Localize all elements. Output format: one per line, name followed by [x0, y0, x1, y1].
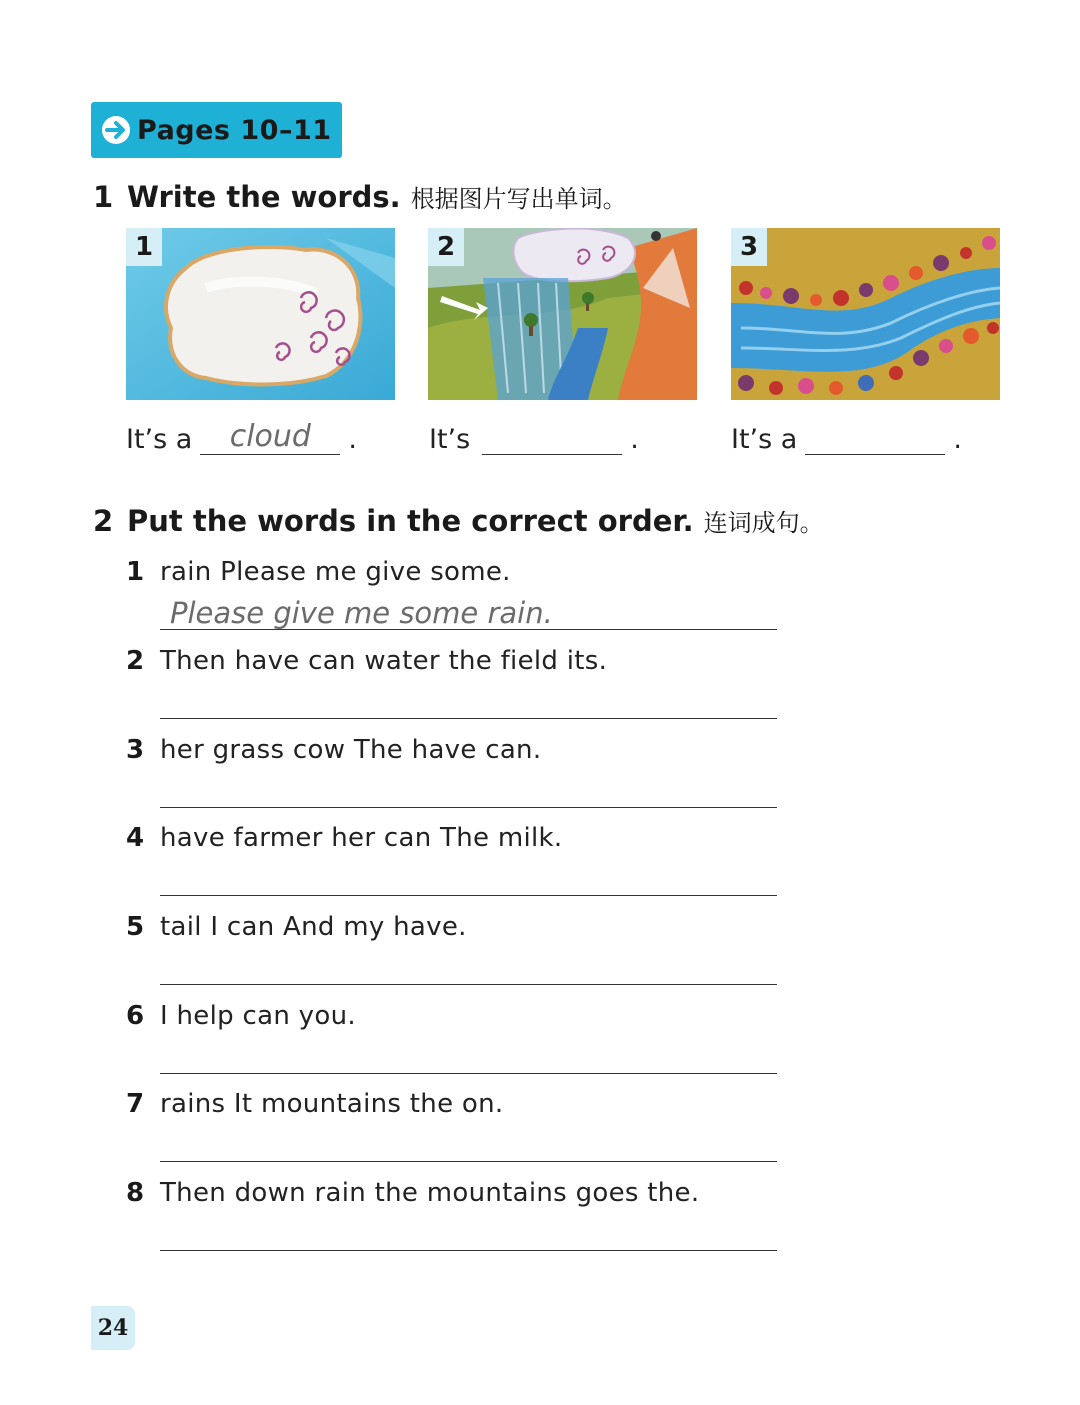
item-8-prompt: Then down rain the mountains goes the.	[160, 1178, 700, 1208]
caption-3-prefix: It’s a	[731, 424, 798, 455]
caption-2-prefix: It’s	[429, 424, 471, 455]
item-3-answer-line	[160, 807, 777, 808]
item-4-prompt: have farmer her can The milk.	[160, 823, 563, 853]
item-1-answer[interactable]: Please give me some rain.	[170, 596, 553, 630]
exercise-1-instruction-cn: 根据图片写出单词。	[410, 185, 627, 213]
exercise-1-title	[93, 179, 627, 214]
item-7-number: 7	[126, 1089, 145, 1119]
exercise-2-number: 2	[93, 504, 114, 538]
page-reference-label: Pages 10–11	[137, 114, 332, 146]
item-6-number: 6	[126, 1001, 145, 1031]
item-8-number: 8	[126, 1178, 145, 1208]
picture-2-rain	[428, 228, 697, 400]
exercise-2-title	[93, 503, 824, 538]
caption-1-blank[interactable]: cloud	[200, 420, 340, 455]
picture-1-number: 1	[126, 228, 162, 266]
item-7-answer-line	[160, 1161, 777, 1162]
caption-3-suffix: .	[953, 424, 962, 455]
exercise-1-number: 1	[93, 180, 114, 214]
item-3-prompt: her grass cow The have can.	[160, 735, 542, 765]
item-2-number: 2	[126, 646, 145, 676]
picture-2-number: 2	[428, 228, 464, 266]
caption-1	[126, 420, 357, 455]
page-number: 24	[91, 1306, 135, 1350]
item-5-number: 5	[126, 912, 145, 942]
arrow-right-icon	[101, 115, 131, 145]
item-8-answer-line	[160, 1250, 777, 1251]
item-6-answer-line	[160, 1073, 777, 1074]
item-2-answer-line	[160, 718, 777, 719]
caption-1-prefix: It’s a	[126, 424, 193, 455]
picture-1-cloud	[126, 228, 395, 400]
item-1-number: 1	[126, 557, 145, 587]
caption-3-blank[interactable]	[805, 420, 945, 455]
item-2-prompt: Then have can water the field its.	[160, 646, 608, 676]
caption-2-blank[interactable]	[482, 420, 622, 455]
picture-3-number: 3	[731, 228, 767, 266]
item-6-prompt: I help can you.	[160, 1001, 356, 1031]
item-1-prompt: rain Please me give some.	[160, 557, 511, 587]
caption-1-suffix: .	[348, 424, 357, 455]
item-7-prompt: rains It mountains the on.	[160, 1089, 504, 1119]
exercise-2-heading: Put the words in the correct order.	[127, 504, 694, 538]
caption-3	[731, 420, 962, 455]
exercise-1-heading: Write the words.	[127, 180, 401, 214]
item-5-prompt: tail I can And my have.	[160, 912, 467, 942]
exercise-2-instruction-cn: 连词成句。	[703, 509, 824, 537]
page-reference-badge	[91, 102, 342, 158]
item-4-answer-line	[160, 895, 777, 896]
item-3-number: 3	[126, 735, 145, 765]
rain-illustration	[428, 228, 697, 400]
river-illustration	[731, 228, 1000, 400]
item-1-answer-line	[160, 629, 777, 630]
caption-2	[429, 420, 639, 455]
picture-3-river	[731, 228, 1000, 400]
caption-2-suffix: .	[630, 424, 639, 455]
cloud-illustration	[126, 228, 395, 400]
item-4-number: 4	[126, 823, 145, 853]
item-5-answer-line	[160, 984, 777, 985]
